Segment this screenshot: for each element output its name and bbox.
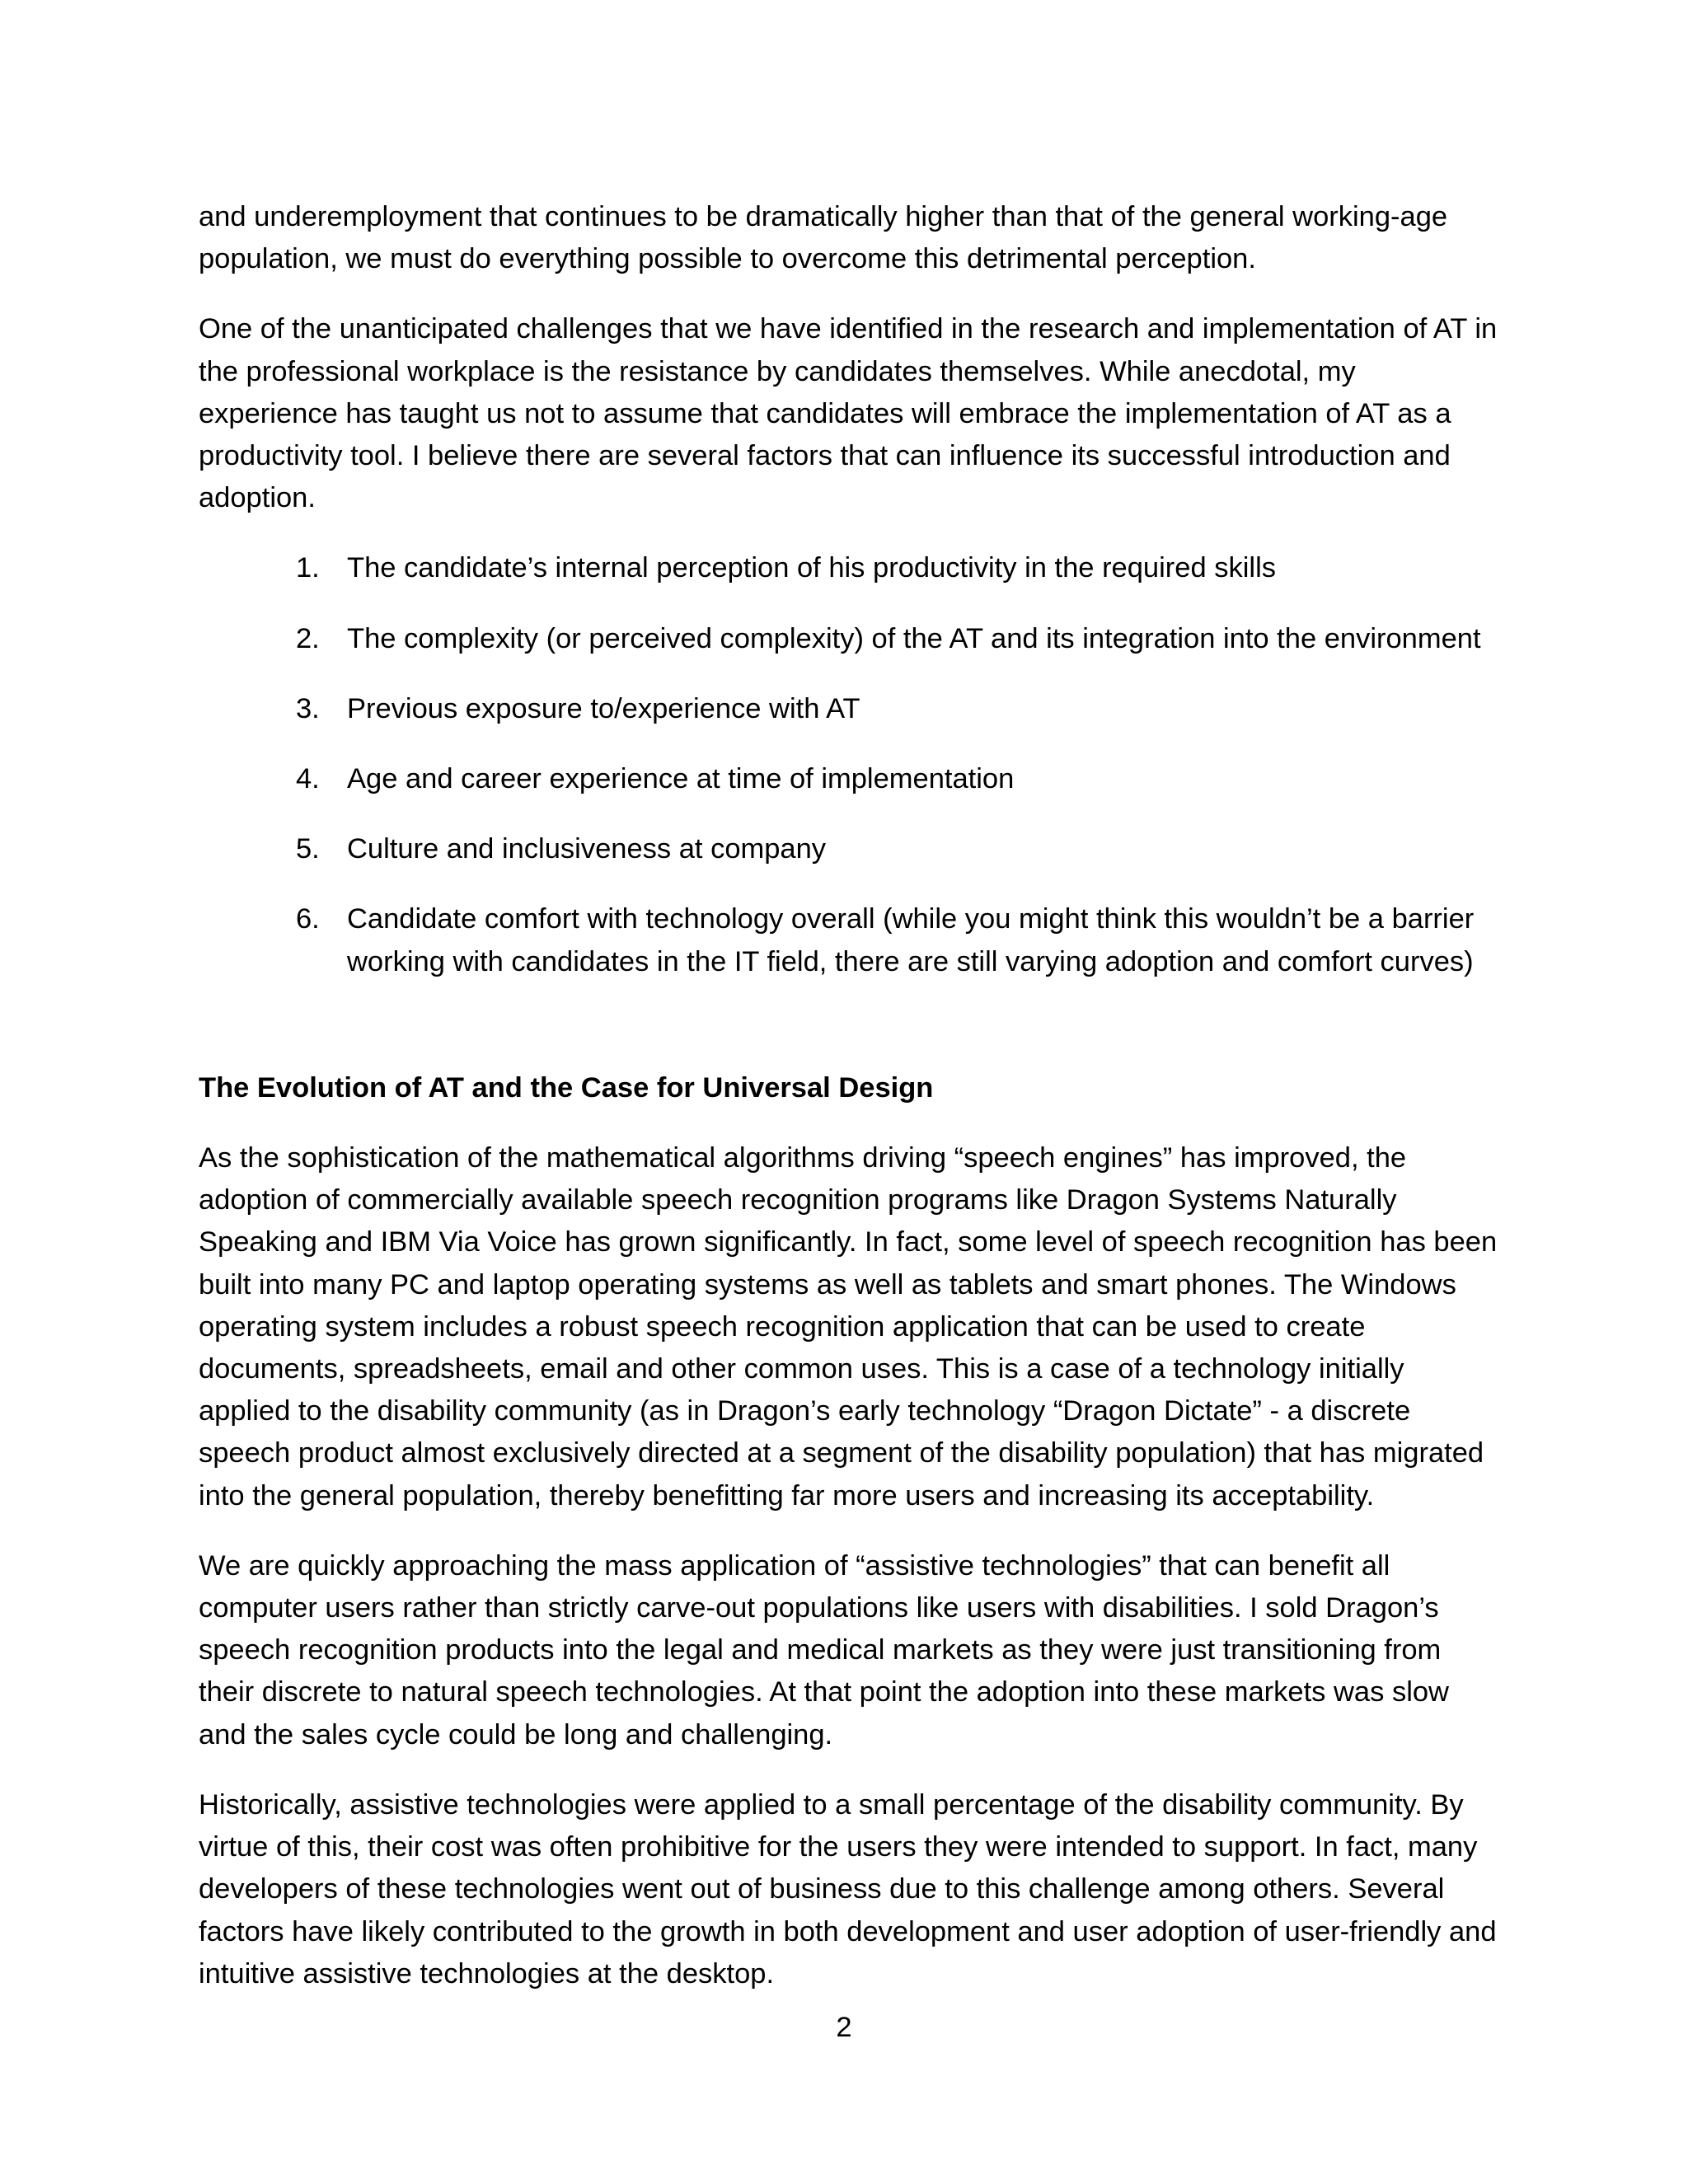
paragraph-speech-engines: As the sophistication of the mathematical algorithms driving “speech engines” has improved, the adoption of commercially available speech recognition programs like Dragon Systems Naturally Speaking and IBM Via Voice has grown significantly. In fact, some level of speech recognition has been built into many PC and laptop operating systems as well as tablets and smart phones. The Windows operating system includes a robust speech recognition application that can be used to create documents, spreadsheets, email and other common uses. This is a case of a technology initially applied to the disability community (as in Dragon’s early technology “Dragon Dictate” - a discrete speech product almost exclusively directed at a segment of the disability population) that has migrated into the general population, thereby benefitting far more users and increasing its acceptability.	[199, 1142, 1498, 1511]
list-item	[199, 898, 1501, 982]
list-item-number: 2.	[296, 622, 320, 654]
list-item-number: 5.	[296, 833, 320, 865]
list-item-text: The candidate’s internal perception of his productivity in the required skills	[347, 552, 1276, 584]
list-item-number: 1.	[296, 552, 320, 584]
paragraph-underemployment: and underemployment that continues to be dramatically higher than that of the general working-age population, we must do everything possible to overcome this detrimental perception.	[199, 201, 1448, 275]
list-item-number: 6.	[296, 903, 320, 935]
factors-list	[199, 547, 1501, 982]
list-item	[199, 758, 1501, 800]
paragraph-mass-application: We are quickly approaching the mass application of “assistive technologies” that can benefit all computer users rather than strictly carve-out populations like users with disabilities. I sold Dragon’s speech recognition products into the legal and medical markets as they were just transitioning from their discrete to natural speech technologies. At that point the adoption into these markets was slow and the sales cycle could be long and challenging.	[199, 1549, 1449, 1750]
page-number: 2	[836, 2012, 852, 2043]
list-item-text: Age and career experience at time of implementation	[347, 763, 1015, 795]
paragraph-historically: Historically, assistive technologies were applied to a small percentage of the disability community. By virtue of this, their cost was often prohibitive for the users they were intended to support. In fact, many developers of these technologies went out of business due to this challenge among others. Several factors have likely contributed to the growth in both development and user adoption of user-friendly and intuitive assistive technologies at the desktop.	[199, 1788, 1497, 1990]
list-item	[199, 828, 1501, 870]
list-item-number: 3.	[296, 692, 320, 724]
list-item-text: Culture and inclusiveness at company	[347, 833, 827, 865]
list-item	[199, 688, 1501, 730]
list-item-number: 4.	[296, 763, 320, 795]
list-item-text: Previous exposure to/experience with AT	[347, 692, 860, 724]
list-item	[199, 547, 1501, 589]
section-heading: The Evolution of AT and the Case for Universal Design	[199, 1071, 934, 1104]
list-item-text: Candidate comfort with technology overall (while you might think this wouldn’t be a barrier working with candidates in the IT field, there are still varying adoption and comfort curves)	[347, 903, 1475, 977]
page-body	[199, 196, 1501, 2023]
list-item-text: The complexity (or perceived complexity) of the AT and its integration into the environment	[347, 622, 1481, 654]
paragraph-unanticipated-challenges: One of the unanticipated challenges that we have identified in the research and implementation of AT in the professional workplace is the resistance by candidates themselves. While anecdotal, my experience has taught us not to assume that candidates will embrace the implementation of AT as a productivity tool. I believe there are several factors that can influence its successful introduction and adoption.	[199, 313, 1498, 514]
list-item	[199, 618, 1501, 660]
